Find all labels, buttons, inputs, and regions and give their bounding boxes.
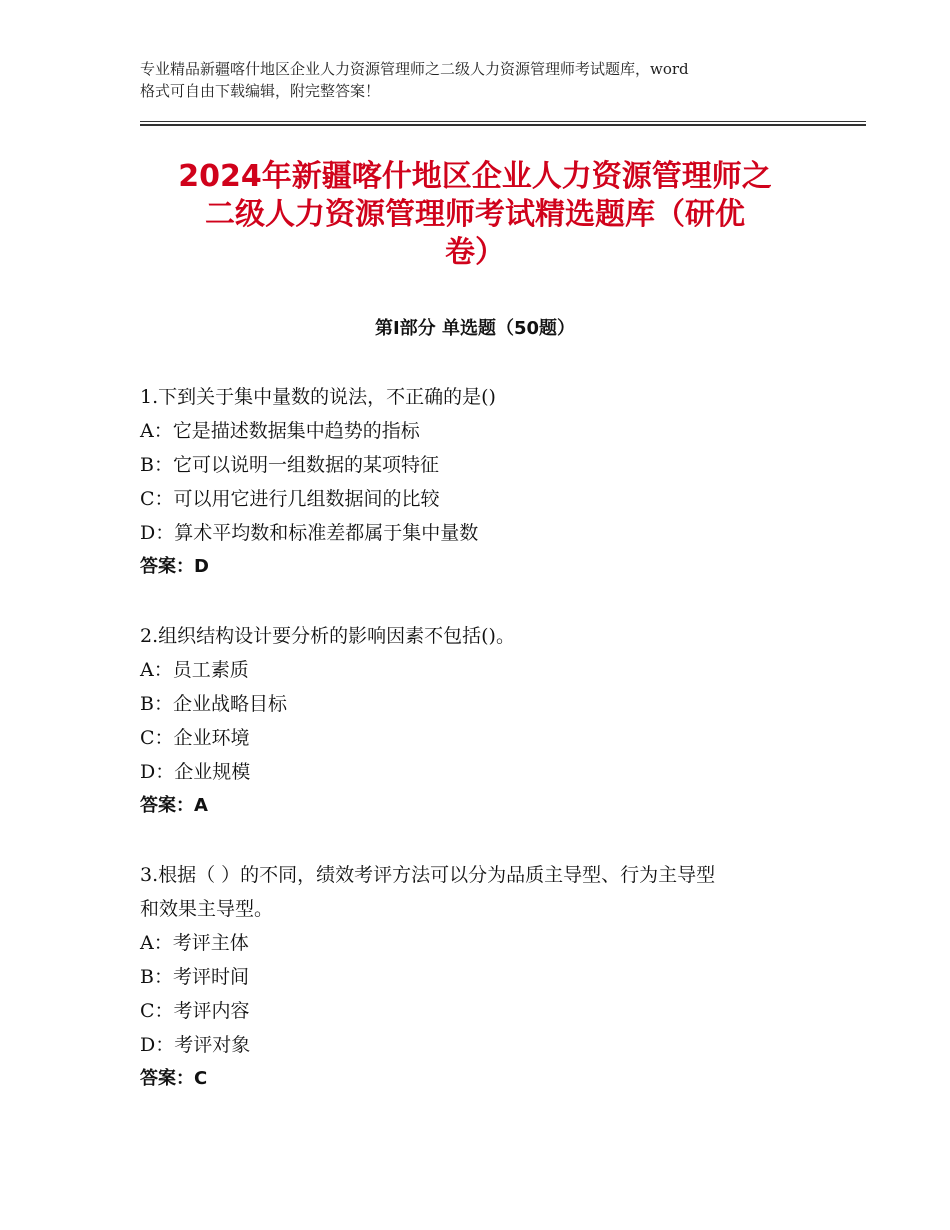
document-title xyxy=(120,158,830,272)
option-a: A：员工素质 xyxy=(140,659,249,681)
option-b: B：企业战略目标 xyxy=(140,693,287,715)
section-heading: 第Ⅰ部分 单选题（50题） xyxy=(374,318,575,339)
option-a: A：考评主体 xyxy=(140,932,249,954)
option-b: B：它可以说明一组数据的某项特征 xyxy=(140,454,439,476)
option-c: C：企业环境 xyxy=(140,727,250,749)
title-line: 2024年新疆喀什地区企业人力资源管理师之 xyxy=(178,159,772,194)
option-a: A：它是描述数据集中趋势的指标 xyxy=(140,420,420,442)
question-block xyxy=(140,380,820,584)
question-block xyxy=(140,858,820,1096)
header-note-line: 格式可自由下载编辑，附完整答案！ xyxy=(140,82,381,100)
question-stem: 1.下到关于集中量数的说法，不正确的是() xyxy=(140,386,496,408)
title-line: 卷） xyxy=(445,235,505,270)
answer-line: 答案：D xyxy=(140,556,209,577)
question-stem: 2.组织结构设计要分析的影响因素不包括()。 xyxy=(140,625,515,647)
option-d: D：算术平均数和标准差都属于集中量数 xyxy=(140,522,479,544)
option-d: D：考评对象 xyxy=(140,1034,251,1056)
question-stem-continued: 和效果主导型。 xyxy=(140,898,274,920)
answer-line: 答案：C xyxy=(140,1068,208,1089)
question-block xyxy=(140,619,820,823)
option-b: B：考评时间 xyxy=(140,966,249,988)
header-divider xyxy=(140,124,866,126)
header-divider xyxy=(140,121,866,122)
option-d: D：企业规模 xyxy=(140,761,251,783)
question-stem: 3.根据（ ）的不同，绩效考评方法可以分为品质主导型、行为主导型 xyxy=(140,864,716,886)
option-c: C：可以用它进行几组数据间的比较 xyxy=(140,488,440,510)
header-note-line: 专业精品新疆喀什地区企业人力资源管理师之二级人力资源管理师考试题库，word xyxy=(140,60,689,78)
option-c: C：考评内容 xyxy=(140,1000,250,1022)
answer-line: 答案：A xyxy=(140,795,208,816)
header-note xyxy=(140,58,830,102)
title-line: 二级人力资源管理师考试精选题库（研优 xyxy=(205,197,745,232)
